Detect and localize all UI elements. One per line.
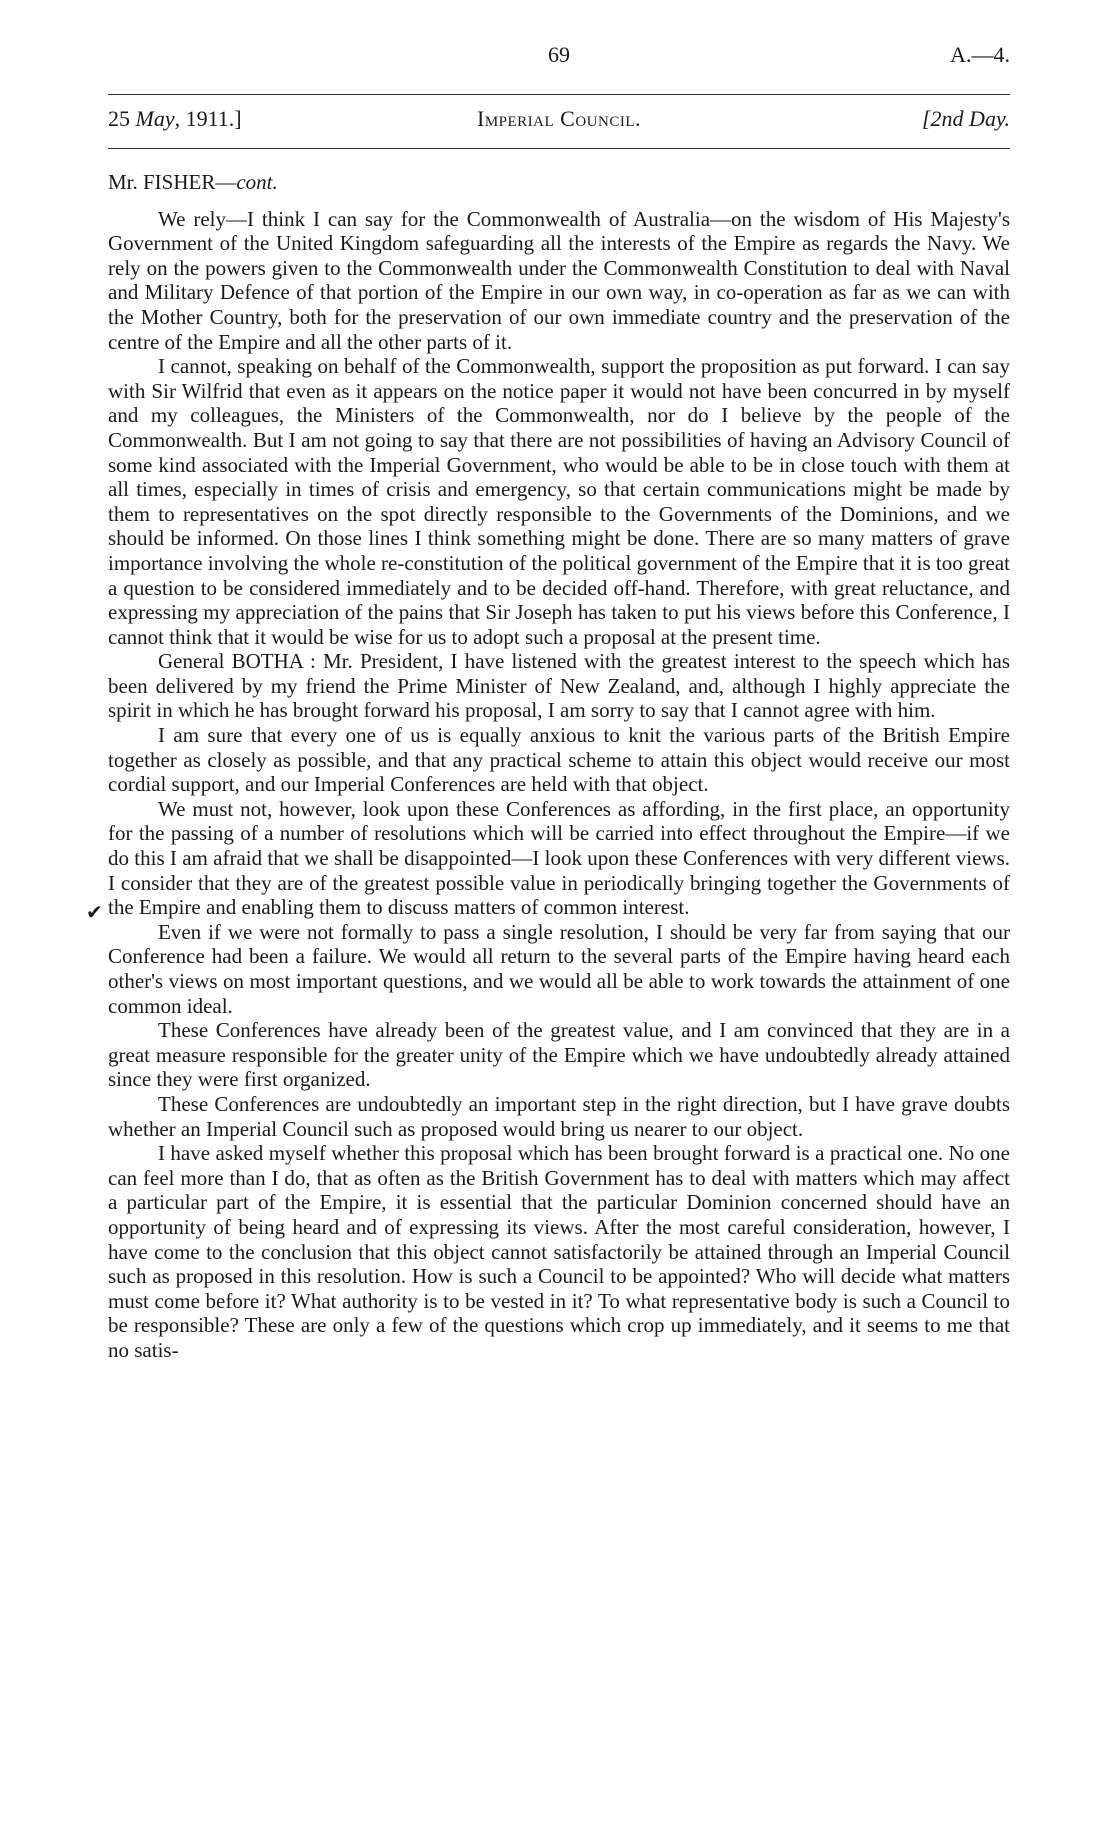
speaker-heading (108, 170, 1010, 195)
paragraph: I have asked myself whether this proposal which has been brought forward is a practical one. No one can feel more than I do, that as often as the British Government has to deal with matters which may affect a particular part of the Empire, it is essential that the particular Dominion concerned should have an opportunity of being heard and of expressing its views. After the most careful consideration, however, I have come to the conclusion that this object cannot satisfactorily be attained through an Imperial Council such as proposed in this resolution. How is such a Council to be appointed? Who will decide what matters must come before it? What authority is to be vested in it? To what representative body is such a Council to be responsible? These are only a few of the questions which crop up immediately, and it seems to me that no satis- (108, 1141, 1010, 1362)
header-bottom-rule (108, 148, 1010, 149)
paragraph: These Conferences have already been of the greatest value, and I am convinced that they are in a great measure responsible for the greater unity of the Empire which we have undoubtedly already attained since they were first organized. (108, 1018, 1010, 1092)
header-date-prefix: 25 (108, 106, 136, 131)
paragraph: We rely—I think I can say for the Commonwealth of Australia—on the wisdom of His Majesty's Government of the United Kingdom safeguarding all the interests of the Empire as regards the Navy. We rely on the powers given to the Commonwealth under the Commonwealth Constitution to deal with Naval and Military Defence of that portion of the Empire in our own way, in co-operation as far as we can with the Mother Country, both for the preservation of our own immediate country and the preservation of the centre of the Empire and all the other parts of it. (108, 206, 1010, 354)
document-page (86, 0, 1010, 1841)
paragraph: Even if we were not formally to pass a single resolution, I should be very far from saying that our Conference had been a failure. We would all return to the several parts of the Empire having heard each other's views on most important questions, and we would all be able to work towards the attainment of one common ideal. (108, 919, 1010, 1018)
paragraph: We must not, however, look upon these Conferences as affording, in the first place, an opportunity for the passing of a number of resolutions which will be carried into effect throughout the Empire—if we do this I am afraid that we shall be disappointed—I look upon these Conferences with very different views. I consider that they are of the greatest possible value in periodically bringing together the Governments of the Empire and enabling them to discuss matters of common interest. (108, 796, 1010, 920)
header-top-rule (108, 94, 1010, 95)
header-title: Imperial Council. (477, 106, 641, 131)
margin-tick-mark: ✔ (86, 902, 103, 924)
speaker-name: Mr. FISHER— (108, 170, 237, 194)
running-header (108, 106, 1010, 138)
paragraph: General BOTHA : Mr. President, I have listened with the greatest interest to the speech which has been delivered by my friend the Prime Minister of New Zealand, and, although I highly appreciate the spirit in which he has brought forward his proposal, I am sorry to say that I cannot agree with him. (108, 649, 1010, 723)
header-date-suffix: , 1911.] (174, 106, 242, 131)
paragraph: I am sure that every one of us is equally anxious to knit the various parts of the British Empire together as closely as possible, and that any practical scheme to attain this object would receive our most cordial support, and our Imperial Conferences are held with that object. (108, 723, 1010, 797)
document-reference: A.—4. (950, 42, 1010, 67)
paragraph: I cannot, speaking on behalf of the Commonwealth, support the proposition as put forward. I can say with Sir Wilfrid that even as it appears on the notice paper it would not have been concurred in by myself and my colleagues, the Ministers of the Commonwealth, nor do I believe by the people of the Commonwealth. But I am not going to say that there are not possibilities of having an Advisory Council of some kind associated with the Imperial Government, who would be able to be in close touch with them at all times, especially in times of crisis and emergency, so that certain communications might be made by them to representatives on the spot directly responsible to the Governments of the Dominions, and we should be informed. On those lines I think something might be done. There are so many matters of grave importance involving the whole re-constitution of the political government of the Empire that it is too great a question to be considered immediately and to be decided off-hand. Therefore, with great reluctance, and expressing my appreciation of the pains that Sir Joseph has taken to put his views before this Conference, I cannot think that it would be wise for us to adopt such a proposal at the present time. (108, 354, 1010, 649)
page-top-line (108, 42, 1010, 72)
paragraph: These Conferences are undoubtedly an important step in the right direction, but I have grave doubts whether an Imperial Council such as proposed would bring us nearer to our object. (108, 1091, 1010, 1141)
speaker-continued: cont. (236, 170, 278, 194)
body-text (86, 170, 1010, 1363)
page-number: 69 (548, 42, 570, 67)
header-date-month: May (135, 106, 175, 131)
header-day: [2nd Day. (922, 106, 1010, 131)
